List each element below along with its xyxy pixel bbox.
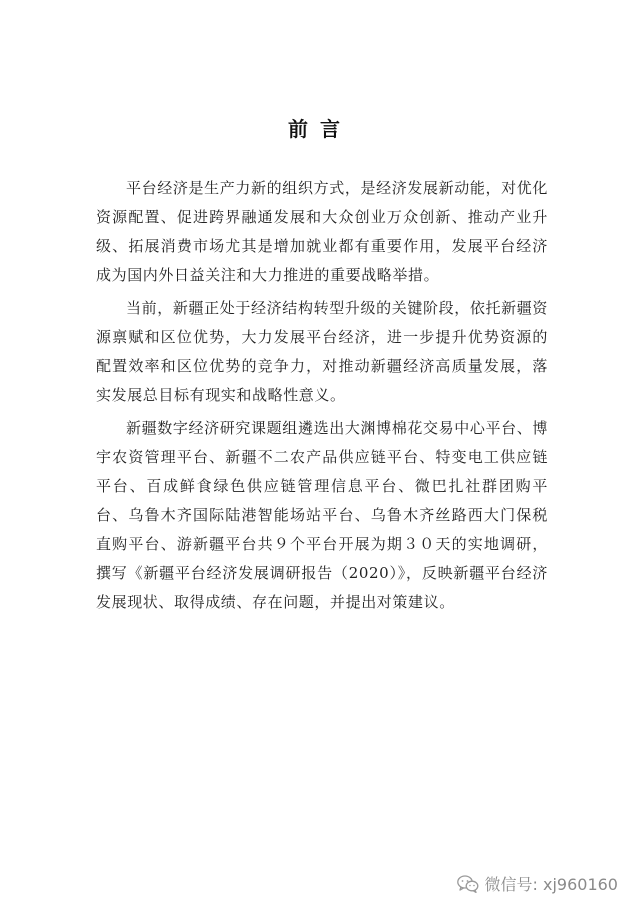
wechat-id-tag — [457, 872, 618, 895]
paragraph-3: 新疆数字经济研究课题组遴选出大渊博棉花交易中心平台、博宇农资管理平台、新疆不二农产品供应链平台、特变电工供应链平台、百成鲜食绿色供应链管理信息平台、微巴扎社群团购平台、乌鲁木齐国际陆港智能场站平台、乌鲁木齐丝路西大门保税直购平台、游新疆平台共９个平台开展为期３０天的实地调研，撰写《新疆平台经济发展调研报告（2020）》，反映新疆平台经济发展现状、取得成绩、存在问题，并提出对策建议。 — [96, 419, 548, 611]
wechat-icon — [457, 875, 479, 893]
body-text — [96, 174, 548, 621]
paragraph-1: 平台经济是生产力新的组织方式，是经济发展新动能，对优化资源配置、促进跨界融通发展和大众创业万众创新、推动产业升级、拓展消费市场尤其是增加就业都有重要作用，发展平台经济成为国内外日益关注和大力推进的重要战略举措。 — [96, 179, 548, 284]
page-title: 前言 — [288, 117, 352, 141]
paragraph-2: 当前，新疆正处于经济结构转型升级的关键阶段，依托新疆资源禀赋和区位优势，大力发展平台经济，进一步提升优势资源的配置效率和区位优势的竞争力，对推动新疆经济高质量发展，落实发展总目标有现实和战略性意义。 — [96, 299, 548, 404]
wechat-id-label: 微信号: xj960160 — [484, 875, 618, 894]
